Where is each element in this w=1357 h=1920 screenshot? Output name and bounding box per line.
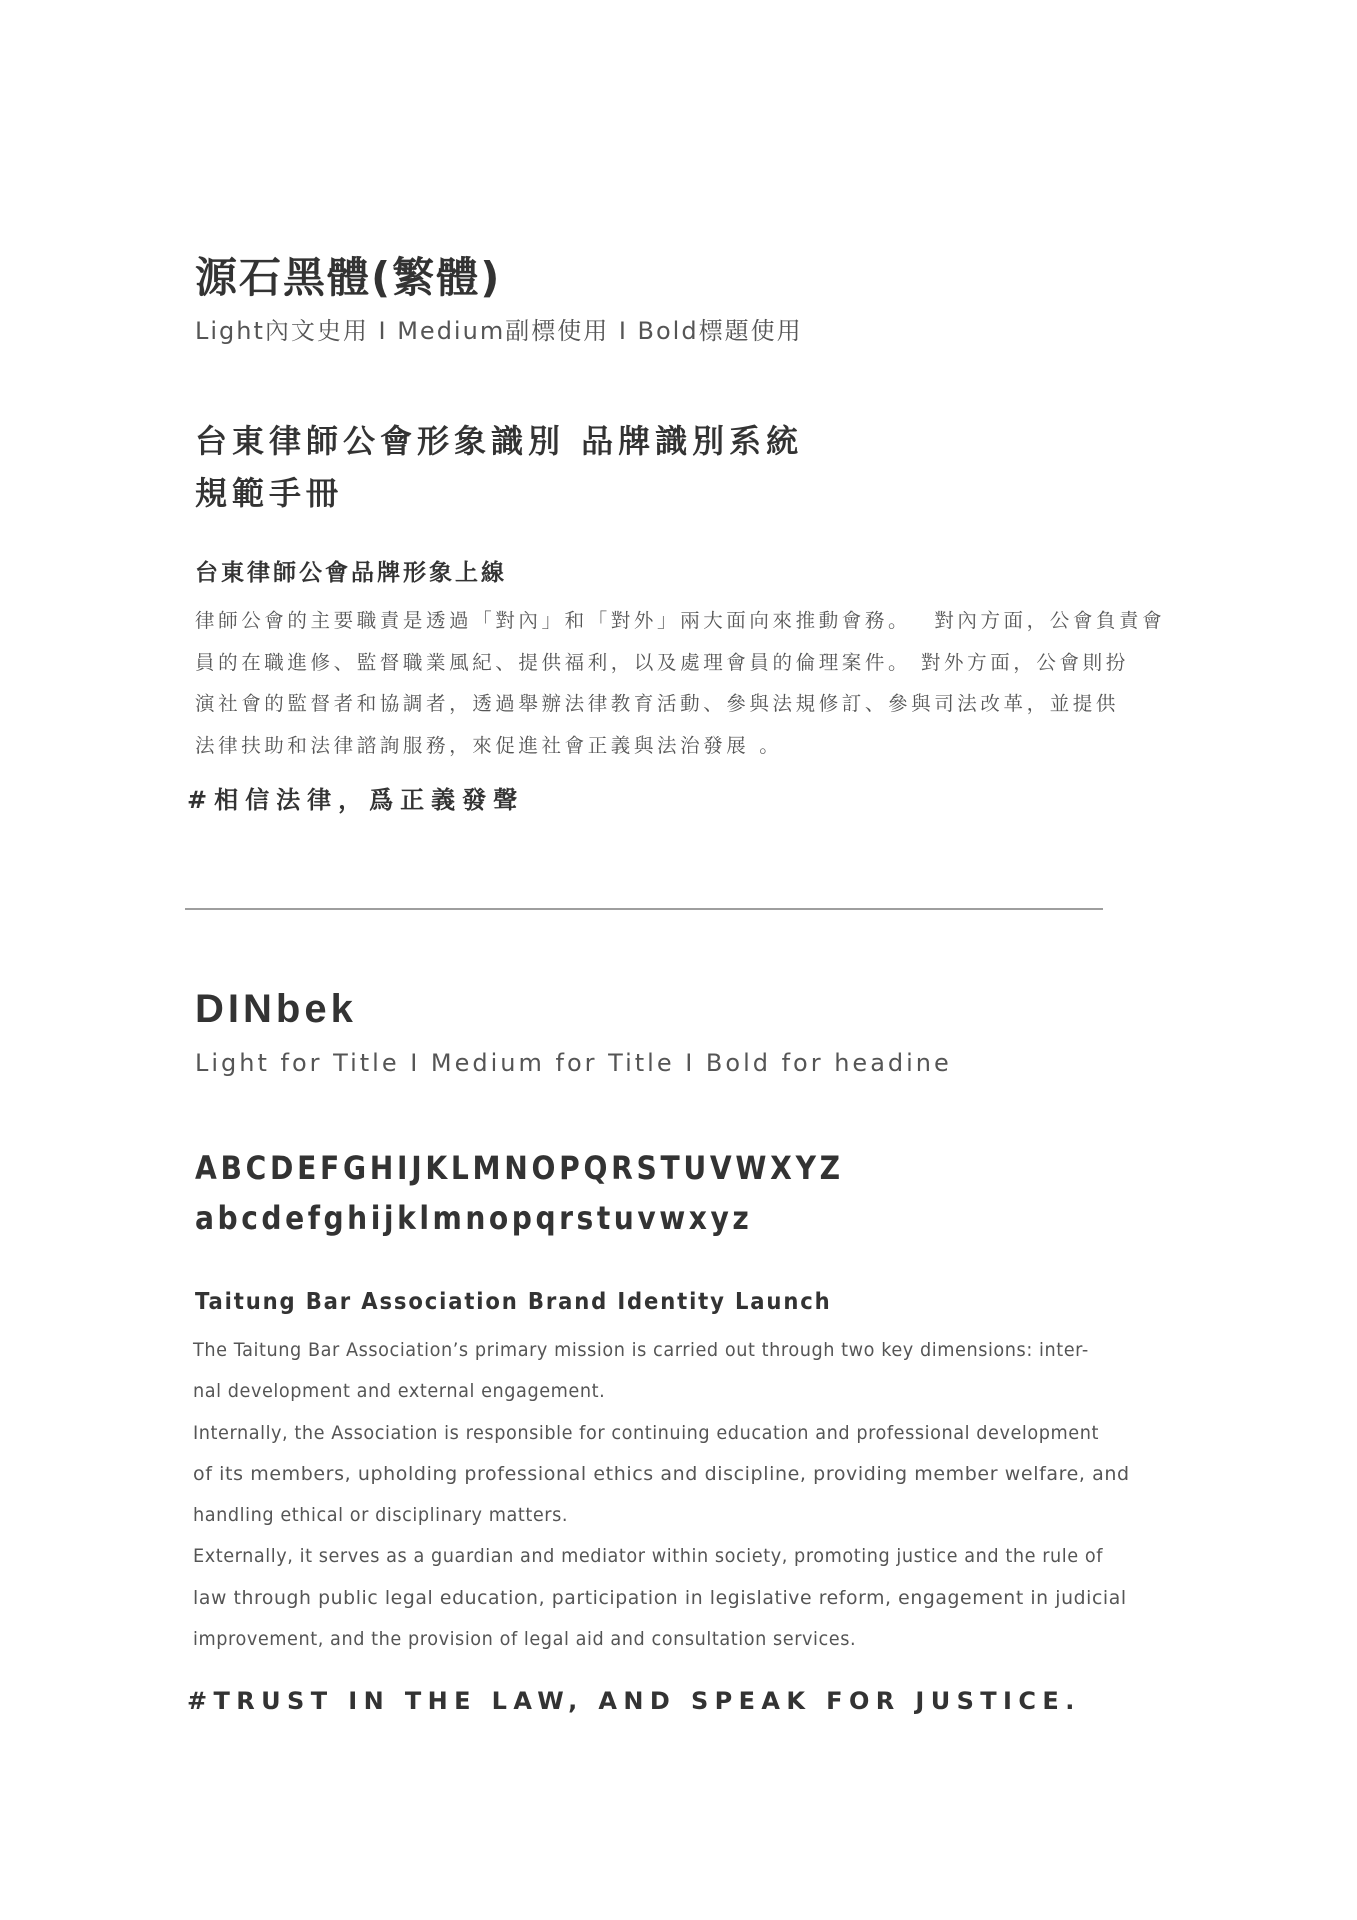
chinese-body-line: 員的在職進修、監督職業風紀、提供福利，以及處理會員的倫理案件。 對外方面，公會則扮	[195, 650, 1129, 674]
chinese-body-line: 演社會的監督者和協調者，透過舉辦法律教育活動、參與法規修訂、參與司法改革，並提供	[195, 692, 1120, 715]
chinese-subheading: 台東律師公會品牌形象上線	[195, 560, 507, 586]
latin-subheading: Taitung Bar Association Brand Identity Launch	[195, 1289, 832, 1315]
chinese-body-line: 法律扶助和法律諮詢服務，來促進社會正義與法治發展 。	[195, 733, 783, 757]
chinese-slogan: #相信法律，爲正義發聲	[187, 786, 525, 814]
latin-body-line: Internally, the Association is responsible for continuing education and professional development	[193, 1421, 1099, 1444]
chinese-font-weights-usage: Light內文史用 I Medium副標使用 I Bold標題使用	[195, 317, 803, 345]
latin-body-line: nal development and external engagement.	[193, 1380, 606, 1403]
chinese-title	[195, 415, 803, 519]
latin-body-line: The Taitung Bar Association’s primary mission is carried out through two key dimensions: inter-	[193, 1339, 1089, 1361]
section-divider	[185, 908, 1103, 910]
latin-body-line: law through public legal education, participation in legislative reform, engagement in judicial	[193, 1586, 1127, 1609]
latin-font-weights-usage: Light for Title I Medium for Title I Bold for headine	[195, 1049, 952, 1077]
latin-body-line: improvement, and the provision of legal aid and consultation services.	[193, 1628, 857, 1651]
latin-body-line: handling ethical or disciplinary matters.	[193, 1504, 569, 1527]
alphabet-lowercase: abcdefghijklmnopqrstuvwxyz	[195, 1199, 753, 1237]
chinese-font-name: 源石黑體(繁體)	[195, 253, 502, 302]
chinese-body-line: 律師公會的主要職責是透過「對內」和「對外」兩大面向來推動會務。 對內方面，公會負責會	[195, 609, 1166, 632]
latin-body-paragraph	[193, 1330, 1130, 1660]
latin-body-line: of its members, upholding professional ethics and discipline, providing member welfare, and	[193, 1462, 1130, 1485]
latin-font-name: DINbek	[195, 987, 357, 1031]
latin-slogan: #TRUST IN THE LAW, AND SPEAK FOR JUSTICE.	[187, 1687, 1081, 1715]
alphabet-uppercase: ABCDEFGHIJKLMNOPQRSTUVWXYZ	[195, 1149, 844, 1187]
chinese-title-line-1: 台東律師公會形象識別 品牌識別系統	[195, 422, 804, 460]
latin-body-line: Externally, it serves as a guardian and mediator within society, promoting justice and the rule of	[193, 1545, 1103, 1568]
chinese-title-line-2: 規範手冊	[195, 474, 344, 512]
chinese-body-paragraph	[195, 600, 1166, 766]
